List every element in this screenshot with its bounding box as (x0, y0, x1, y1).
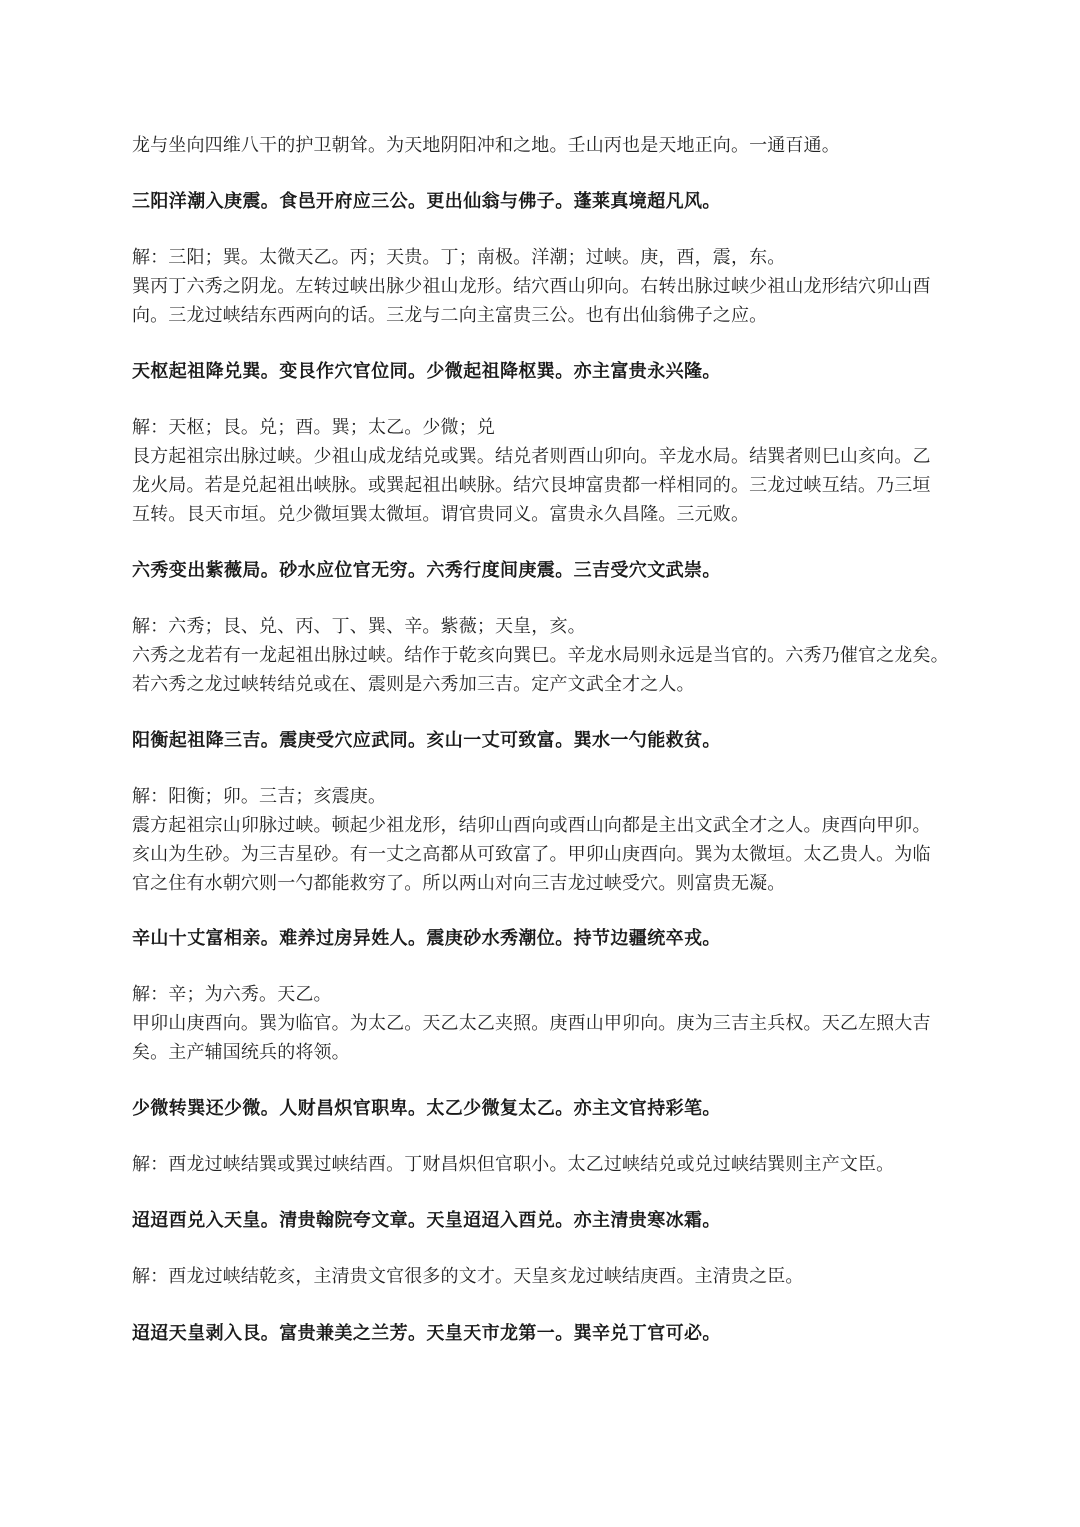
verse-line: 三阳洋潮入庚震。食邑开府应三公。更出仙翁与佛子。蓬莱真境超凡风。 (132, 191, 721, 212)
verse-line: 天枢起祖降兑巽。变艮作穴官位同。少微起祖降枢巽。亦主富贵永兴隆。 (132, 361, 721, 382)
explanation-line: 解：三阳；巽。太微天乙。丙；天贵。丁；南极。洋潮；过峡。庚，酉，震，东。 (132, 247, 786, 268)
verse-line: 少微转巽还少微。人财昌炽官职卑。太乙少微复太乙。亦主文官持彩笔。 (132, 1098, 721, 1119)
verse-line: 辛山十丈富相亲。难养过房异姓人。震庚砂水秀潮位。持节边疆统卒戎。 (132, 928, 721, 949)
explanation-line: 互转。艮天市垣。兑少微垣巽太微垣。谓官贵同义。富贵永久昌隆。三元败。 (132, 504, 750, 525)
explanation-line: 艮方起祖宗出脉过峡。少祖山成龙结兑或巽。结兑者则酉山卯向。辛龙水局。结巽者则巳山亥向。乙 (132, 446, 931, 467)
explanation-line: 亥山为生砂。为三吉星砂。有一丈之高都从可致富了。甲卯山庚酉向。巽为太微垣。太乙贵人。为临 (132, 844, 931, 865)
explanation-line: 解：酉龙过峡结乾亥，主清贵文官很多的文才。天皇亥龙过峡结庚酉。主清贵之臣。 (132, 1266, 804, 1287)
explanation-line: 龙火局。若是兑起祖出峡脉。或巽起祖出峡脉。结穴艮坤富贵都一样相同的。三龙过峡互结。乃三垣 (132, 475, 931, 496)
explanation-line: 矣。主产辅国统兵的将领。 (132, 1042, 350, 1063)
explanation-line: 解：天枢；艮。兑；酉。巽；太乙。少微；兑 (132, 417, 495, 438)
verse-line: 迢迢天皇剥入艮。富贵兼美之兰芳。天皇天市龙第一。巽辛兑丁官可必。 (132, 1323, 721, 1344)
explanation-line: 震方起祖宗山卯脉过峡。顿起少祖龙形，结卯山酉向或酉山向都是主出文武全才之人。庚酉向甲卯。 (132, 815, 931, 836)
verse-line: 迢迢酉兑入天皇。清贵翰院夸文章。天皇迢迢入酉兑。亦主清贵寒冰霜。 (132, 1210, 721, 1231)
explanation-line: 六秀之龙若有一龙起祖出脉过峡。结作于乾亥向巽巳。辛龙水局则永远是当官的。六秀乃催官之龙矣。 (132, 645, 949, 666)
intro-text: 龙与坐向四维八干的护卫朝耸。为天地阴阳冲和之地。壬山丙也是天地正向。一通百通。 (132, 135, 840, 156)
explanation-line: 若六秀之龙过峡转结兑或在、震则是六秀加三吉。定产文武全才之人。 (132, 674, 695, 695)
explanation-line: 巽丙丁六秀之阴龙。左转过峡出脉少祖山龙形。结穴酉山卯向。右转出脉过峡少祖山龙形结穴卯山酉 (132, 276, 931, 297)
explanation-line: 解：辛；为六秀。天乙。 (132, 984, 332, 1005)
explanation-line: 向。三龙过峡结东西两向的话。三龙与二向主富贵三公。也有出仙翁佛子之应。 (132, 305, 768, 326)
explanation-line: 解：六秀；艮、兑、丙、丁、巽、辛。紫薇；天皇，亥。 (132, 616, 586, 637)
explanation-line: 官之住有水朝穴则一勺都能救穷了。所以两山对向三吉龙过峡受穴。则富贵无凝。 (132, 873, 786, 894)
verse-line: 阳衡起祖降三吉。震庚受穴应武同。亥山一丈可致富。巽水一勺能救贫。 (132, 730, 721, 751)
explanation-line: 解：酉龙过峡结巽或巽过峡结酉。丁财昌炽但官职小。太乙过峡结兑或兑过峡结巽则主产文臣。 (132, 1154, 895, 1175)
verse-line: 六秀变出紫薇局。砂水应位官无穷。六秀行度间庚震。三吉受穴文武崇。 (132, 560, 721, 581)
explanation-line: 解：阳衡；卯。三吉；亥震庚。 (132, 786, 387, 807)
explanation-line: 甲卯山庚酉向。巽为临官。为太乙。天乙太乙夹照。庚酉山甲卯向。庚为三吉主兵权。天乙左照大吉 (132, 1013, 931, 1034)
